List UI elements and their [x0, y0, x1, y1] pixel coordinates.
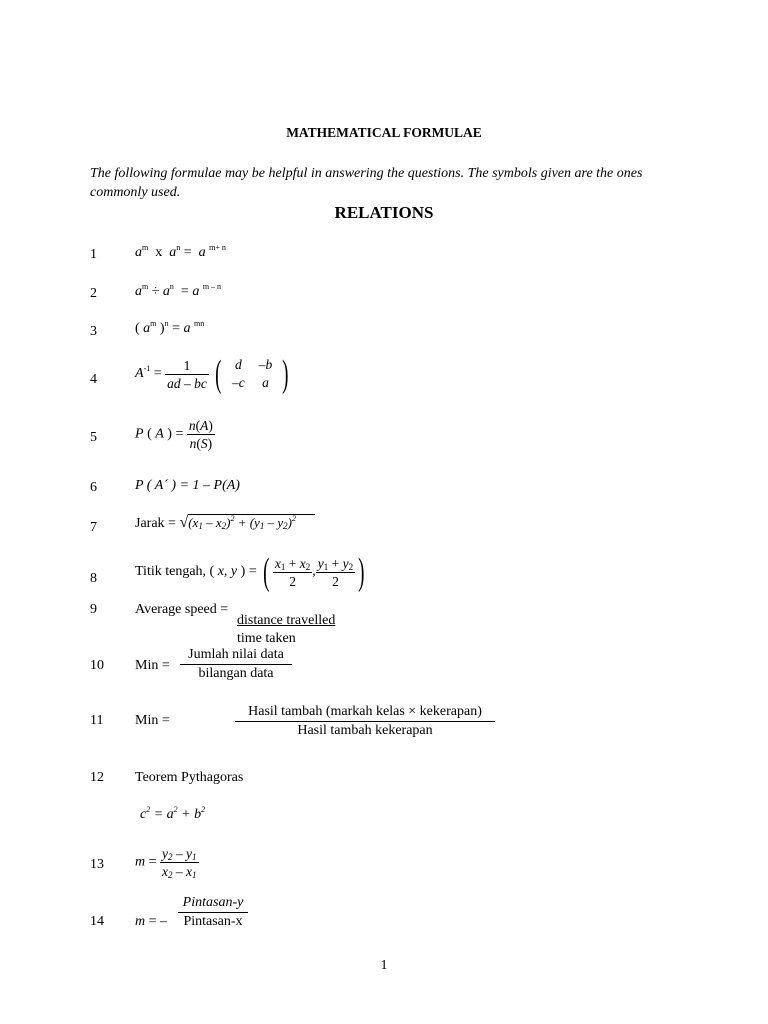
formula-3: ( $a^m$ )$^n$ = a $^{mn}$ [135, 319, 205, 336]
formula-number: 9 [90, 602, 97, 617]
formula-1: $a^m$ x $a^n = a$ $^{m+ n}$ [135, 243, 226, 260]
formula-10-label: Min = [135, 658, 170, 673]
formula-9-fraction [237, 612, 335, 648]
formula-12: $c^2 = a^2 + b^2$ [140, 805, 206, 822]
intro-text: The following formulae may be helpful in answering the questions. The symbols given are the ones commonly used. [90, 166, 643, 200]
formula-8: Titik tengah, ( x, y ) = ( $\frac{x_1 + x_2}{2}$ , $\frac{y_1 + y_2}{2}$ ) [135, 551, 365, 593]
formula-5: P ( A ) = $\frac{n(A)}{n(S)}$ [135, 418, 213, 451]
formula-number: 14 [90, 914, 104, 929]
formula-10-fraction [180, 646, 292, 683]
formula-number: 8 [90, 571, 97, 586]
formula-number: 13 [90, 857, 104, 872]
formula-number: 1 [90, 247, 97, 262]
formula-number: 2 [90, 286, 97, 301]
formula-number: 7 [90, 520, 97, 535]
formula-14-denominator: Pintasan-x [183, 914, 243, 929]
formula-13: m = $\frac{y_2 - y_1}{x_2 - x_1}$ [135, 846, 197, 880]
formula-11-fraction [235, 703, 495, 740]
formula-10-numerator: Jumlah nilai data [180, 646, 292, 665]
formula-9-denominator: time taken [237, 631, 296, 646]
formula-11-denominator: Hasil tambah kekerapan [297, 723, 433, 738]
formula-number: 12 [90, 770, 104, 785]
titik-tengah-label: Titik tengah, ( [135, 564, 215, 580]
formula-9-numerator: distance travelled [237, 613, 336, 628]
formula-number: 3 [90, 324, 97, 339]
formula-14-fraction [178, 894, 248, 931]
formula-14-label: m = – [135, 914, 168, 929]
formula-6: P ( A´ ) = 1 – P(A) [135, 478, 240, 493]
formula-4: $A^{-1}$ = $\frac{1}{ad - bc}$ ( d –b –c a ) [135, 353, 289, 395]
formula-11-label: Min = [135, 713, 170, 728]
formula-number: 6 [90, 480, 97, 495]
formula-number: 5 [90, 430, 97, 445]
formula-number: 4 [90, 372, 97, 387]
formula-number: 11 [90, 713, 104, 728]
formula-11-numerator: Hasil tambah (markah kelas × kekerapan) [235, 703, 495, 722]
jarak-label: Jarak = [135, 516, 176, 531]
formula-9-label: Average speed = [135, 602, 229, 617]
formula-2: $a^m \div a^n = a$ $^{m - n}$ [135, 282, 222, 299]
section-heading: RELATIONS [334, 203, 434, 222]
formula-7: Jarak = $√(x_1 - x_2)^2 + (y_1 - y_2)^2$ [135, 514, 315, 532]
formula-number: 10 [90, 658, 104, 673]
page-number: 1 [380, 958, 388, 973]
formula-14-numerator: Pintasan-y [178, 894, 248, 913]
formula-12-label: Teorem Pythagoras [135, 770, 244, 785]
formula-10-denominator: bilangan data [198, 666, 274, 681]
page-title: MATHEMATICAL FORMULAE [286, 125, 482, 140]
